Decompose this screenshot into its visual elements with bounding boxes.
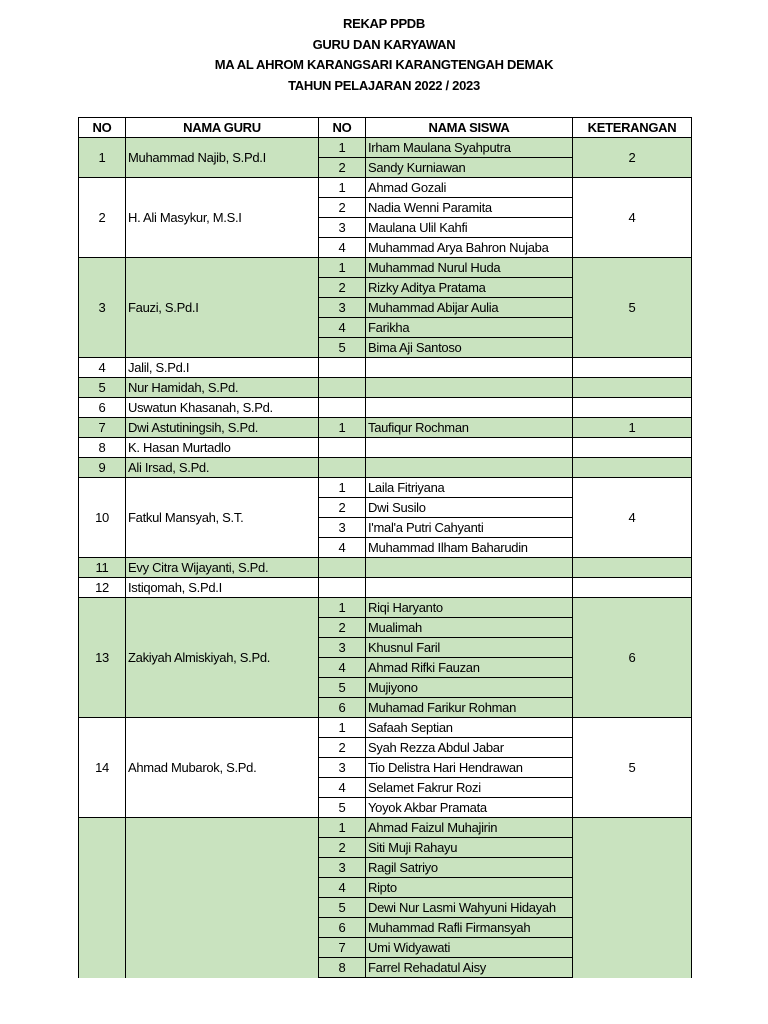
siswa-no-cell: 3 xyxy=(319,858,366,878)
siswa-no-cell: 3 xyxy=(319,758,366,778)
guru-no-cell: 7 xyxy=(79,418,126,438)
siswa-no-cell: 1 xyxy=(319,138,366,158)
siswa-name-cell: Riqi Haryanto xyxy=(366,598,573,618)
title-line-3: MA AL AHROM KARANGSARI KARANGTENGAH DEMAK xyxy=(214,57,554,72)
col-header-no-guru: NO xyxy=(79,118,126,138)
guru-no-cell: 10 xyxy=(79,478,126,558)
title-line-4: TAHUN PELAJARAN 2022 / 2023 xyxy=(288,77,480,93)
siswa-name-cell xyxy=(366,358,573,378)
siswa-name-cell: Rizky Aditya Pratama xyxy=(366,278,573,298)
guru-name-cell: Fatkul Mansyah, S.T. xyxy=(126,478,319,558)
table-row xyxy=(79,378,692,398)
guru-name-cell: K. Hasan Murtadlo xyxy=(126,438,319,458)
guru-no-cell xyxy=(79,818,126,978)
keterangan-cell xyxy=(573,558,692,578)
siswa-name-cell: Farrel Rehadatul Aisy xyxy=(366,958,573,978)
table-row xyxy=(79,598,692,618)
siswa-name-cell: Khusnul Faril xyxy=(366,638,573,658)
siswa-no-cell: 4 xyxy=(319,238,366,258)
table-row xyxy=(79,458,692,478)
table-row xyxy=(79,258,692,278)
header-row xyxy=(79,118,692,138)
keterangan-cell: 4 xyxy=(573,178,692,258)
guru-name-cell: Jalil, S.Pd.I xyxy=(126,358,319,378)
siswa-name-cell: Umi Widyawati xyxy=(366,938,573,958)
siswa-name-cell: Safaah Septian xyxy=(366,718,573,738)
guru-no-cell: 13 xyxy=(79,598,126,718)
siswa-name-cell: Muhammad Arya Bahron Nujaba xyxy=(366,238,573,258)
guru-name-cell: Fauzi, S.Pd.I xyxy=(126,258,319,358)
siswa-name-cell: Ahmad Rifki Fauzan xyxy=(366,658,573,678)
siswa-no-cell: 2 xyxy=(319,618,366,638)
siswa-no-cell: 4 xyxy=(319,878,366,898)
siswa-no-cell: 3 xyxy=(319,518,366,538)
keterangan-cell xyxy=(573,438,692,458)
guru-no-cell: 9 xyxy=(79,458,126,478)
guru-no-cell: 5 xyxy=(79,378,126,398)
siswa-no-cell: 5 xyxy=(319,798,366,818)
guru-name-cell: Ahmad Mubarok, S.Pd. xyxy=(126,718,319,818)
keterangan-cell: 2 xyxy=(573,138,692,178)
siswa-no-cell: 4 xyxy=(319,778,366,798)
siswa-no-cell: 4 xyxy=(319,658,366,678)
siswa-no-cell: 1 xyxy=(319,598,366,618)
guru-no-cell: 2 xyxy=(79,178,126,258)
siswa-no-cell xyxy=(319,398,366,418)
keterangan-cell: 5 xyxy=(573,718,692,818)
siswa-name-cell xyxy=(366,458,573,478)
keterangan-cell: 6 xyxy=(573,598,692,718)
siswa-no-cell: 3 xyxy=(319,218,366,238)
guru-name-cell: Uswatun Khasanah, S.Pd. xyxy=(126,398,319,418)
siswa-name-cell xyxy=(366,398,573,418)
table-row xyxy=(79,178,692,198)
siswa-no-cell xyxy=(319,578,366,598)
guru-name-cell: Nur Hamidah, S.Pd. xyxy=(126,378,319,398)
siswa-name-cell: Ahmad Faizul Muhajirin xyxy=(366,818,573,838)
guru-name-cell xyxy=(126,818,319,978)
siswa-name-cell: Muhammad Nurul Huda xyxy=(366,258,573,278)
table-row xyxy=(79,138,692,158)
siswa-name-cell: I'mal'a Putri Cahyanti xyxy=(366,518,573,538)
keterangan-cell: 4 xyxy=(573,478,692,558)
siswa-no-cell: 4 xyxy=(319,538,366,558)
siswa-name-cell: Siti Muji Rahayu xyxy=(366,838,573,858)
siswa-name-cell: Dewi Nur Lasmi Wahyuni Hidayah xyxy=(366,898,573,918)
guru-name-cell: Dwi Astutiningsih, S.Pd. xyxy=(126,418,319,438)
siswa-name-cell: Nadia Wenni Paramita xyxy=(366,198,573,218)
siswa-name-cell: Farikha xyxy=(366,318,573,338)
keterangan-cell xyxy=(573,578,692,598)
table-row xyxy=(79,418,692,438)
siswa-name-cell: Laila Fitriyana xyxy=(366,478,573,498)
siswa-name-cell xyxy=(366,378,573,398)
siswa-no-cell: 6 xyxy=(319,698,366,718)
siswa-name-cell: Muhamad Farikur Rohman xyxy=(366,698,573,718)
siswa-name-cell: Tio Delistra Hari Hendrawan xyxy=(366,758,573,778)
siswa-name-cell: Dwi Susilo xyxy=(366,498,573,518)
col-header-no-siswa: NO xyxy=(319,118,366,138)
guru-no-cell: 3 xyxy=(79,258,126,358)
siswa-no-cell: 5 xyxy=(319,898,366,918)
keterangan-cell xyxy=(573,398,692,418)
table-row xyxy=(79,478,692,498)
siswa-name-cell: Taufiqur Rochman xyxy=(366,418,573,438)
siswa-no-cell: 1 xyxy=(319,818,366,838)
siswa-no-cell: 6 xyxy=(319,918,366,938)
siswa-name-cell xyxy=(366,578,573,598)
guru-no-cell: 8 xyxy=(79,438,126,458)
col-header-nama-guru: NAMA GURU xyxy=(126,118,319,138)
siswa-no-cell: 1 xyxy=(319,178,366,198)
siswa-no-cell xyxy=(319,378,366,398)
siswa-name-cell: Mualimah xyxy=(366,618,573,638)
siswa-name-cell xyxy=(366,558,573,578)
siswa-name-cell: Muhammad Ilham Baharudin xyxy=(366,538,573,558)
siswa-no-cell: 2 xyxy=(319,838,366,858)
siswa-name-cell: Maulana Ulil Kahfi xyxy=(366,218,573,238)
guru-name-cell: Ali Irsad, S.Pd. xyxy=(126,458,319,478)
title-line-1: REKAP PPDB xyxy=(342,16,425,31)
col-header-keterangan: KETERANGAN xyxy=(573,118,692,138)
siswa-name-cell xyxy=(366,438,573,458)
siswa-no-cell: 4 xyxy=(319,318,366,338)
guru-no-cell: 12 xyxy=(79,578,126,598)
siswa-name-cell: Muhammad Abijar Aulia xyxy=(366,298,573,318)
siswa-no-cell: 8 xyxy=(319,958,366,978)
siswa-name-cell: Mujiyono xyxy=(366,678,573,698)
table-row xyxy=(79,438,692,458)
siswa-no-cell: 2 xyxy=(319,158,366,178)
keterangan-cell: 1 xyxy=(573,418,692,438)
guru-no-cell: 4 xyxy=(79,358,126,378)
rekap-table xyxy=(78,117,692,978)
guru-no-cell: 14 xyxy=(79,718,126,818)
siswa-no-cell: 2 xyxy=(319,738,366,758)
siswa-no-cell: 5 xyxy=(319,338,366,358)
guru-no-cell: 11 xyxy=(79,558,126,578)
siswa-no-cell: 1 xyxy=(319,418,366,438)
siswa-no-cell xyxy=(319,358,366,378)
keterangan-cell xyxy=(573,458,692,478)
siswa-name-cell: Irham Maulana Syahputra xyxy=(366,138,573,158)
document-header xyxy=(0,14,768,96)
siswa-no-cell xyxy=(319,458,366,478)
siswa-name-cell: Ahmad Gozali xyxy=(366,178,573,198)
table-row xyxy=(79,398,692,418)
siswa-name-cell: Syah Rezza Abdul Jabar xyxy=(366,738,573,758)
siswa-name-cell: Ragil Satriyo xyxy=(366,858,573,878)
siswa-no-cell: 1 xyxy=(319,258,366,278)
guru-name-cell: Evy Citra Wijayanti, S.Pd. xyxy=(126,558,319,578)
siswa-name-cell: Bima Aji Santoso xyxy=(366,338,573,358)
keterangan-cell xyxy=(573,358,692,378)
table-row xyxy=(79,558,692,578)
table-row xyxy=(79,358,692,378)
siswa-no-cell: 1 xyxy=(319,478,366,498)
table-row xyxy=(79,718,692,738)
siswa-no-cell: 2 xyxy=(319,278,366,298)
guru-name-cell: Istiqomah, S.Pd.I xyxy=(126,578,319,598)
guru-no-cell: 6 xyxy=(79,398,126,418)
guru-name-cell: Muhammad Najib, S.Pd.I xyxy=(126,138,319,178)
siswa-name-cell: Muhammad Rafli Firmansyah xyxy=(366,918,573,938)
siswa-no-cell: 1 xyxy=(319,718,366,738)
siswa-no-cell: 7 xyxy=(319,938,366,958)
col-header-nama-siswa: NAMA SISWA xyxy=(366,118,573,138)
siswa-no-cell: 3 xyxy=(319,638,366,658)
table-row xyxy=(79,578,692,598)
siswa-no-cell: 5 xyxy=(319,678,366,698)
keterangan-cell xyxy=(573,818,692,978)
siswa-no-cell: 3 xyxy=(319,298,366,318)
siswa-no-cell xyxy=(319,558,366,578)
siswa-name-cell: Sandy Kurniawan xyxy=(366,158,573,178)
table-body xyxy=(79,138,692,978)
siswa-name-cell: Yoyok Akbar Pramata xyxy=(366,798,573,818)
siswa-no-cell: 2 xyxy=(319,498,366,518)
siswa-name-cell: Ripto xyxy=(366,878,573,898)
siswa-no-cell xyxy=(319,438,366,458)
siswa-name-cell: Selamet Fakrur Rozi xyxy=(366,778,573,798)
guru-no-cell: 1 xyxy=(79,138,126,178)
title-line-2: GURU DAN KARYAWAN xyxy=(312,36,456,52)
table-row xyxy=(79,818,692,838)
siswa-no-cell: 2 xyxy=(319,198,366,218)
keterangan-cell: 5 xyxy=(573,258,692,358)
guru-name-cell: H. Ali Masykur, M.S.I xyxy=(126,178,319,258)
guru-name-cell: Zakiyah Almiskiyah, S.Pd. xyxy=(126,598,319,718)
keterangan-cell xyxy=(573,378,692,398)
